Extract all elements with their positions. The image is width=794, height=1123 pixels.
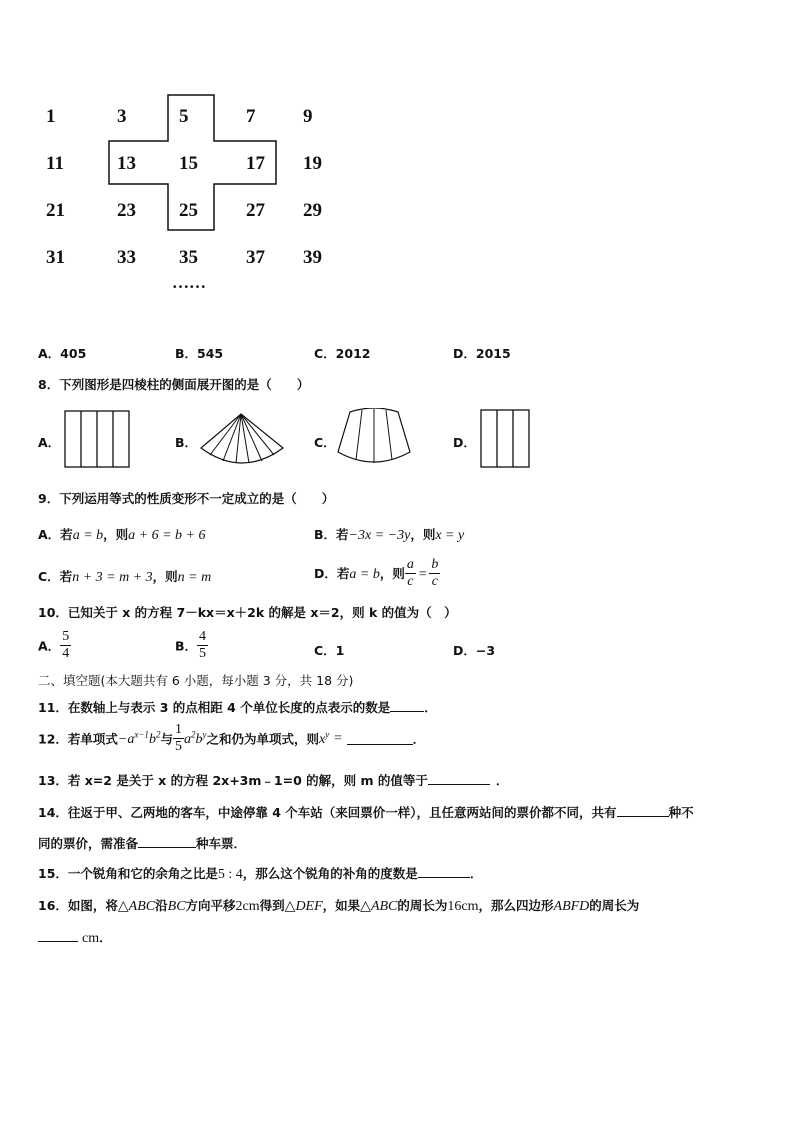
grid-ellipsis: …… — [172, 273, 206, 292]
q9-option-c-result: n = m — [177, 570, 212, 585]
q12-text-2: 与 — [160, 731, 173, 747]
denominator: 5 — [199, 646, 207, 661]
grid-cell: 23 — [117, 200, 136, 221]
cross-frame — [0, 0, 794, 300]
q16-quadrilateral-abfd: ABFD — [553, 899, 590, 914]
q12-base: x — [318, 731, 326, 747]
q12-answer-blank[interactable] — [347, 732, 413, 745]
q14-text-4: 种车票． — [196, 836, 247, 851]
q8-option-b-label[interactable]: B． — [175, 435, 198, 450]
grid-cell: 25 — [179, 200, 198, 221]
q8-option-c-figure[interactable] — [336, 408, 412, 468]
q16-triangle-abc-2: △ABC — [360, 899, 398, 914]
q9-option-b-condition: −3x = −3y — [348, 528, 411, 543]
grid-cell: 7 — [246, 106, 256, 127]
q15-text-1: 15．一个锐角和它的余角之比是 — [38, 866, 218, 881]
numerator: 4 — [199, 629, 207, 644]
q9-option-d-sep: ，则 — [379, 566, 405, 581]
q16-segment-bc: BC — [167, 899, 186, 914]
q12-term-1-exp: x−1 — [134, 729, 149, 740]
q12-end: ． — [412, 731, 426, 747]
grid-cell: 13 — [117, 153, 136, 174]
q7-option-c[interactable]: C．2012 — [314, 346, 371, 361]
q16-unit: cm — [82, 931, 100, 946]
q13-text: 13．若 x=2 是关于 x 的方程 2x+3m﹣1=0 的解，则 m 的值等于 — [38, 773, 428, 788]
q8-option-b-figure[interactable] — [198, 410, 286, 468]
q9-option-a[interactable] — [38, 524, 206, 544]
q9-stem: 9．下列运用等式的性质变形不一定成立的是（ ） — [38, 491, 335, 506]
q10-option-b-fraction — [197, 629, 208, 662]
numerator: 5 — [62, 629, 70, 644]
q16-text-3: 方向平移 — [185, 898, 236, 913]
q16-end: ． — [99, 930, 112, 945]
grid-cell: 1 — [46, 106, 56, 127]
grid-cell: 21 — [46, 200, 65, 221]
q15-end: ． — [469, 866, 483, 881]
q16-triangle-def: △DEF — [284, 899, 323, 914]
grid-cell: 35 — [179, 247, 198, 268]
q12-term-2-exp: 2 — [190, 729, 196, 740]
q16-text-2: 沿 — [155, 898, 168, 913]
grid-cell: 5 — [179, 106, 189, 127]
grid-cell: 27 — [246, 200, 265, 221]
equals-sign: = — [333, 730, 343, 746]
q16-text-6: 的周长为 — [397, 898, 448, 913]
grid-cell: 19 — [303, 153, 322, 174]
q9-option-b-sep: ，则 — [410, 527, 436, 542]
q15 — [38, 864, 482, 883]
grid-cell: 11 — [46, 153, 64, 174]
q16-text-5: ，如果 — [322, 898, 361, 913]
q12-fraction — [173, 722, 184, 755]
q14-line-1 — [38, 803, 694, 821]
grid-cell: 37 — [246, 247, 265, 268]
q12 — [38, 722, 425, 755]
q8-option-a-label[interactable]: A． — [38, 435, 61, 450]
q14-answer-blank-2[interactable] — [138, 835, 196, 848]
q7-option-a[interactable]: A．405 — [38, 346, 87, 361]
q9-option-c-condition: n + 3 = m + 3 — [72, 570, 153, 585]
q9-option-a-result: a + 6 = b + 6 — [128, 528, 206, 543]
q9-option-d-label: D．若 — [314, 566, 350, 581]
q8-option-c-label[interactable]: C． — [314, 435, 336, 450]
q9-option-c-label: C．若 — [38, 569, 73, 584]
q9-option-c[interactable] — [38, 566, 211, 586]
q11 — [38, 698, 437, 716]
q16-text-1: 16．如图，将 — [38, 898, 118, 913]
q7-option-b[interactable]: B．545 — [175, 346, 224, 361]
q9-option-a-condition: a = b — [72, 528, 104, 543]
q16-line-1 — [38, 896, 639, 915]
q16-text-8: 的周长为 — [589, 898, 640, 913]
q10-option-b[interactable] — [175, 629, 208, 662]
q9-option-b-label: B．若 — [314, 527, 349, 542]
q10-stem: 10．已知关于 x 的方程 7－kx＝x＋2k 的解是 x＝2，则 k 的值为（ ） — [38, 605, 457, 620]
q15-text-2: ，那么这个锐角的补角的度数是 — [242, 866, 418, 881]
grid-cell: 17 — [246, 153, 265, 174]
q8-option-a-figure[interactable] — [64, 410, 132, 470]
numerator: 1 — [174, 722, 182, 737]
grid-cell: 9 — [303, 106, 313, 127]
q14-line-2 — [38, 834, 246, 852]
q9-option-d-condition: a = b — [349, 567, 380, 582]
q12-term-1 — [117, 729, 161, 747]
denominator: c — [407, 574, 414, 589]
grid-cell: 3 — [117, 106, 127, 127]
q12-term-1-b: b — [148, 731, 156, 747]
numerator: b — [431, 557, 439, 572]
q7-option-d[interactable]: D．2015 — [453, 346, 511, 361]
q9-option-d-fraction-2 — [429, 557, 440, 590]
q13 — [38, 771, 508, 789]
grid-cell: 33 — [117, 247, 136, 268]
q8-stem: 8．下列图形是四棱柱的侧面展开图的是（ ） — [38, 377, 310, 392]
q13-end: ． — [495, 773, 509, 788]
q9-option-a-sep: ，则 — [103, 527, 129, 542]
grid-cell: 29 — [303, 200, 322, 221]
q16-answer-blank[interactable] — [38, 929, 78, 942]
q14-text-1: 14．往返于甲、乙两地的客车，中途停靠 4 个车站（来回票价一样），且任意两站间的票价都不同，共有 — [38, 805, 617, 820]
q12-exponent: y — [325, 729, 330, 740]
q10-option-d[interactable]: D．−3 — [453, 643, 496, 658]
q12-term-2 — [183, 729, 207, 747]
q12-power — [318, 729, 330, 747]
q13-answer-blank[interactable] — [428, 772, 490, 785]
q12-term-2-a: a — [183, 731, 191, 747]
numerator: a — [406, 557, 414, 572]
q12-text-3: 之和仍为单项式，则 — [206, 731, 319, 747]
grid-cell: 15 — [179, 153, 198, 174]
q14-text-3: 同的票价，需准备 — [38, 836, 139, 851]
q8-option-d-figure[interactable] — [480, 409, 532, 471]
q11-text: 11．在数轴上与表示 3 的点相距 4 个单位长度的点表示的数是 — [38, 700, 391, 715]
q16-text-4: 得到 — [259, 898, 285, 913]
grid-cell: 39 — [303, 247, 322, 268]
q10-option-a[interactable] — [38, 629, 71, 662]
q15-ratio: 5 : 4 — [217, 867, 243, 882]
q16-perimeter: 16cm — [447, 899, 479, 914]
q15-answer-blank[interactable] — [418, 865, 470, 878]
q9-option-b-result: x = y — [435, 528, 465, 543]
q12-term-2-bexp: y — [202, 729, 207, 740]
q16-triangle-abc: △ABC — [117, 899, 156, 914]
equals-sign: = — [417, 567, 428, 582]
q16-distance: 2cm — [235, 899, 260, 914]
q16-line-2 — [38, 928, 112, 947]
q9-option-d-fraction-1 — [405, 557, 416, 590]
q10-option-a-label: A． — [38, 638, 61, 654]
q9-option-d[interactable] — [314, 557, 440, 590]
q10-option-c[interactable]: C．1 — [314, 643, 345, 658]
q8-option-d-label[interactable]: D． — [453, 435, 476, 450]
q12-term-1-bexp: 2 — [155, 729, 161, 740]
q14-text-2: 种不 — [668, 805, 694, 820]
q10-option-a-fraction — [60, 629, 71, 662]
denominator: c — [431, 574, 438, 589]
grid-cell: 31 — [46, 247, 65, 268]
denominator: 4 — [62, 646, 70, 661]
q11-answer-blank[interactable] — [390, 699, 424, 712]
q12-term-1-a: −a — [117, 731, 135, 747]
q11-end: ． — [424, 700, 437, 715]
section-heading-fill-in: 二、填空题(本大题共有 6 小题，每小题 3 分，共 18 分) — [38, 673, 354, 688]
q10-option-b-label: B． — [175, 638, 198, 654]
q12-text-1: 12．若单项式 — [38, 731, 118, 747]
denominator: 5 — [174, 739, 182, 754]
q9-option-c-sep: ，则 — [152, 569, 178, 584]
q9-option-b[interactable] — [314, 524, 464, 544]
q12-term-2-b: b — [195, 731, 203, 747]
q14-answer-blank-1[interactable] — [617, 804, 669, 817]
q16-text-7: ，那么四边形 — [478, 898, 554, 913]
q9-option-a-label: A．若 — [38, 527, 73, 542]
